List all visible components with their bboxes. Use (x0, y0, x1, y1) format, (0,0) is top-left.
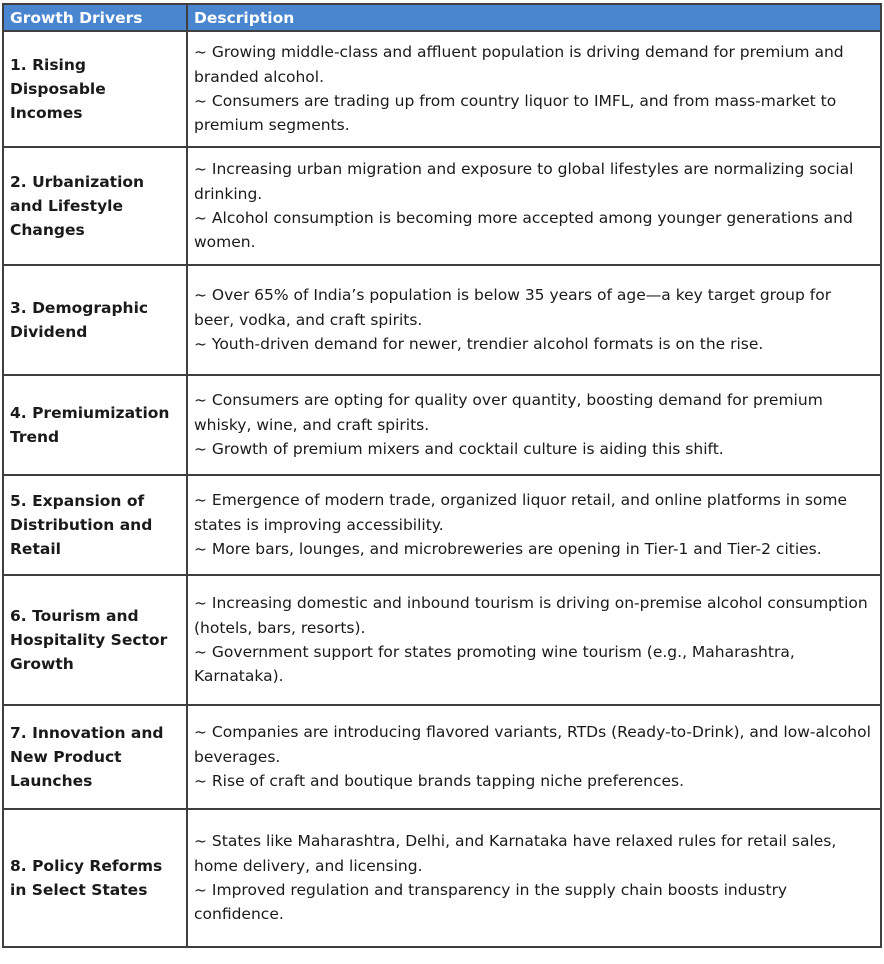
table-row (3, 31, 881, 147)
driver-cell: 5. Expansion of Distribution and Retail (3, 475, 187, 575)
header-row (3, 4, 881, 31)
description-point: ~ Improved regulation and transparency in the supply chain boosts industry confidence. (194, 881, 788, 924)
description-point: ~ Government support for states promoting wine tourism (e.g., Maharashtra, Karnataka). (194, 643, 795, 686)
description-point: ~ Growing middle-class and affluent population is driving demand for premium and branded alcohol. (194, 43, 844, 86)
description-point: ~ Increasing urban migration and exposure to global lifestyles are normalizing social drinking. (194, 160, 854, 203)
table-row (3, 147, 881, 265)
description-cell (187, 147, 881, 265)
driver-cell: 2. Urbanization and Lifestyle Changes (3, 147, 187, 265)
driver-cell: 4. Premiumization Trend (3, 375, 187, 475)
table-row (3, 475, 881, 575)
table-row (3, 265, 881, 375)
table-row (3, 705, 881, 809)
header-growth-drivers: Growth Drivers (3, 4, 187, 31)
description-cell (187, 575, 881, 705)
description-point: ~ Growth of premium mixers and cocktail culture is aiding this shift. (194, 440, 724, 459)
driver-cell: 6. Tourism and Hospitality Sector Growth (3, 575, 187, 705)
description-point: ~ Consumers are opting for quality over quantity, boosting demand for premium whisky, wine, and craft spirits. (194, 391, 823, 434)
growth-drivers-table (2, 3, 882, 948)
driver-cell: 7. Innovation and New Product Launches (3, 705, 187, 809)
description-point: ~ Over 65% of India’s population is below 35 years of age—a key target group for beer, vodka, and craft spirits. (194, 286, 832, 329)
description-point: ~ Companies are introducing flavored variants, RTDs (Ready-to-Drink), and low-alcohol beverages. (194, 723, 871, 766)
description-point: ~ States like Maharashtra, Delhi, and Karnataka have relaxed rules for retail sales, home delivery, and licensing. (194, 832, 837, 875)
description-point: ~ Consumers are trading up from country liquor to IMFL, and from mass-market to premium segments. (194, 92, 837, 135)
description-point: ~ Increasing domestic and inbound tourism is driving on-premise alcohol consumption (hotels, bars, resorts). (194, 594, 868, 637)
description-cell (187, 809, 881, 947)
description-cell (187, 375, 881, 475)
description-cell (187, 705, 881, 809)
description-point: ~ Rise of craft and boutique brands tapping niche preferences. (194, 772, 685, 791)
table-row (3, 809, 881, 947)
table-row (3, 375, 881, 475)
driver-cell: 8. Policy Reforms in Select States (3, 809, 187, 947)
description-point: ~ Youth-driven demand for newer, trendier alcohol formats is on the rise. (194, 335, 764, 354)
header-description: Description (187, 4, 881, 31)
description-cell (187, 31, 881, 147)
driver-cell: 1. Rising Disposable Incomes (3, 31, 187, 147)
description-point: ~ Emergence of modern trade, organized liquor retail, and online platforms in some states is improving accessibility. (194, 491, 848, 534)
description-point: ~ More bars, lounges, and microbreweries are opening in Tier-1 and Tier-2 cities. (194, 540, 822, 559)
description-cell (187, 265, 881, 375)
table-row (3, 575, 881, 705)
description-point: ~ Alcohol consumption is becoming more accepted among younger generations and women. (194, 209, 853, 252)
driver-cell: 3. Demographic Dividend (3, 265, 187, 375)
description-cell (187, 475, 881, 575)
